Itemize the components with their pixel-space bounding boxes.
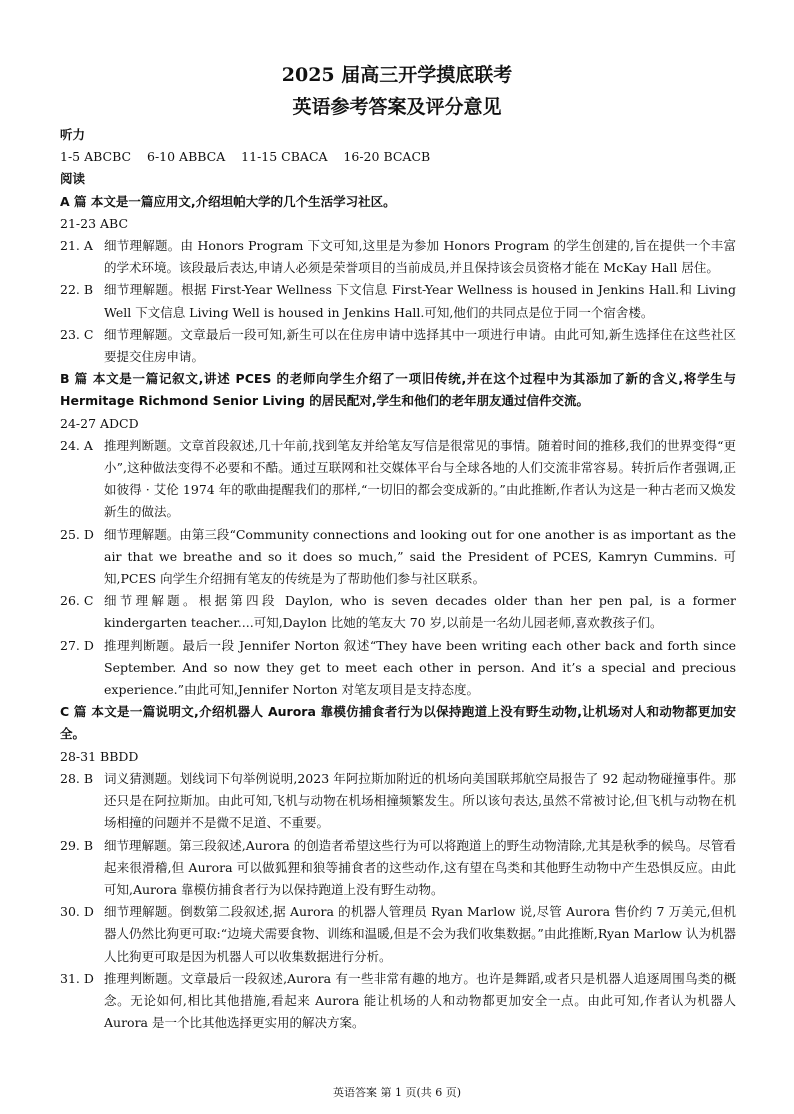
question-number: 23. C [60,326,94,342]
question-item [60,635,736,702]
passage-c-intro: C 篇 本文是一篇说明文,介绍机器人 Aurora 靠模仿捕食者行为以保持跑道上没有野生动物,让机场对人和动物都更加安全。 [60,704,736,742]
question-explanation: 细节理解题。根据第四段 Daylon, who is seven decades older than her pen pal, is a former kindergarten teacher....可知,Daylon 比她的笔友大 70 岁,以前是一名幼儿园老师,喜欢教孩子们。 [104,593,736,631]
question-item [60,901,736,968]
question-explanation: 推理判断题。文章首段叙述,几十年前,找到笔友并给笔友写信是很常见的事情。随着时间的推移,我们的世界变得“更小”,这种做法变得不必要和不酷。通过互联网和社交媒体平台与全球各地的人们交流非常容易。转折后作者强调,正如彼得 · 艾伦 1974 年的歌曲提醒我们的那样,“一切旧的都会变成新的。”由此推断,作者认为这是一种古老而又焕发新生的做法。 [104,437,736,520]
question-item [60,768,736,835]
question-number: 22. B [60,282,94,298]
question-explanation: 推理判断题。文章最后一段叙述,Aurora 有一些非常有趣的地方。也许是舞蹈,或者只是机器人追逐周围鸟类的概念。无论如何,相比其他措施,看起来 Aurora 能让机场的人和动物都更加安全一点。由此可知,作者认为机器人 Aurora 是一个比其他选择更实用的解决方案。 [104,970,736,1031]
passage-c-answers: 28-31 BBDD [60,748,139,764]
question-number: 31. D [60,970,94,986]
page-footer: 英语答案 第 1 页(共 6 页) [332,1086,462,1099]
question-explanation: 细节理解题。文章最后一段可知,新生可以在住房申请中选择其中一项进行申请。由此可知,新生选择住在这些社区要提交住房申请。 [104,326,736,365]
question-item [60,968,736,1035]
question-explanation: 词义猜测题。划线词下句举例说明,2023 年阿拉斯加附近的机场向美国联邦航空局报告了 92 起动物碰撞事件。那还只是在阿拉斯加。由此可知,飞机与动物在机场相撞频繁发生。所以该句表达,虽然不常被讨论,但飞机与动物在机场相撞的问题并不是微不足道、不重要。 [104,770,736,831]
passage-b-answers: 24-27 ADCD [60,415,139,431]
question-number: 30. D [60,904,94,920]
document-body [60,124,736,1034]
question-number: 29. B [60,837,94,853]
question-number: 21. A [60,238,93,254]
question-number: 27. D [60,637,94,653]
listening-heading: 听力 [60,127,86,142]
question-explanation: 细节理解题。由 Honors Program 下文可知,这里是为参加 Honors Program 的学生创建的,旨在提供一个丰富的学术环境。该段最后表达,申请人必须是荣誉项目的当前成员,并且保持该会员资格才能在 McKay Hall 居住。 [104,238,736,276]
question-item [60,835,736,902]
question-number: 24. A [60,437,93,453]
question-item [60,435,736,524]
question-item [60,590,736,634]
page-subtitle: 英语参考答案及评分意见 [292,96,502,118]
question-item [60,524,736,591]
question-explanation: 细节理解题。根据 First-Year Wellness 下文信息 First-Year Wellness is housed in Jenkins Hall.和 Living Well 下文信息 Living Well is housed in Jenkins Hall.可知,他们的共同点是位于同一个宿舍楼。 [104,282,736,320]
question-number: 26. C [60,593,94,609]
reading-heading: 阅读 [60,171,86,187]
question-item [60,324,736,368]
question-number: 25. D [60,526,94,542]
passage-b-intro: B 篇 本文是一篇记叙文,讲述 PCES 的老师向学生介绍了一项旧传统,并在这个过程中为其添加了新的含义,将学生与 Hermitage Richmond Senior Living 的居民配对,学生和他们的老年朋友通过信件交流。 [60,371,736,409]
question-explanation: 细节理解题。由第三段“Community connections and looking out for one another is as important as the air that we breathe and so it does so much,” said the President of PCES, Kamryn Cummins. 可知,PCES 向学生介绍拥有笔友的传统是为了帮助他们参与社区联系。 [104,526,736,587]
question-number: 28. B [60,770,94,786]
question-explanation: 细节理解题。第三段叙述,Aurora 的创造者希望这些行为可以将跑道上的野生动物清除,尤其是秋季的候鸟。尽管看起来很滑稽,但 Aurora 可以做狐狸和狼等捕食者的这些动作,这有望在鸟类和其他野生动物中产生恐惧反应。由此可知,Aurora 靠模仿捕食者行为以保持跑道上没有野生动物。 [104,837,736,897]
question-explanation: 细节理解题。倒数第二段叙述,据 Aurora 的机器人管理员 Ryan Marlow 说,尽管 Aurora 售价约 7 万美元,但机器人仍然比狗更可取:“边境犬需要食物、训练和温暖,但是不会为我们收集数据。”由此推断,Ryan Marlow 认为机器人比狗更可取是因为机器人可以收集数据进行分析。 [104,904,736,964]
passage-a-answers: 21-23 ABC [60,215,129,231]
question-explanation: 推理判断题。最后一段 Jennifer Norton 叙述“They have been writing each other back and forth since September. And so now they get to meet each other in person. And it’s a special and precious experience.”由此可知,Jennifer Norton 对笔友项目是支持态度。 [104,637,736,698]
question-item [60,235,736,279]
question-item [60,279,736,323]
page-title: 2025 届高三开学摸底联考 [281,64,513,86]
passage-a-intro: A 篇 本文是一篇应用文,介绍坦帕大学的几个生活学习社区。 [60,193,396,209]
listening-answers: 1-5 ABCBC 6-10 ABBCA 11-15 CBACA 16-20 BCACB [60,149,431,165]
